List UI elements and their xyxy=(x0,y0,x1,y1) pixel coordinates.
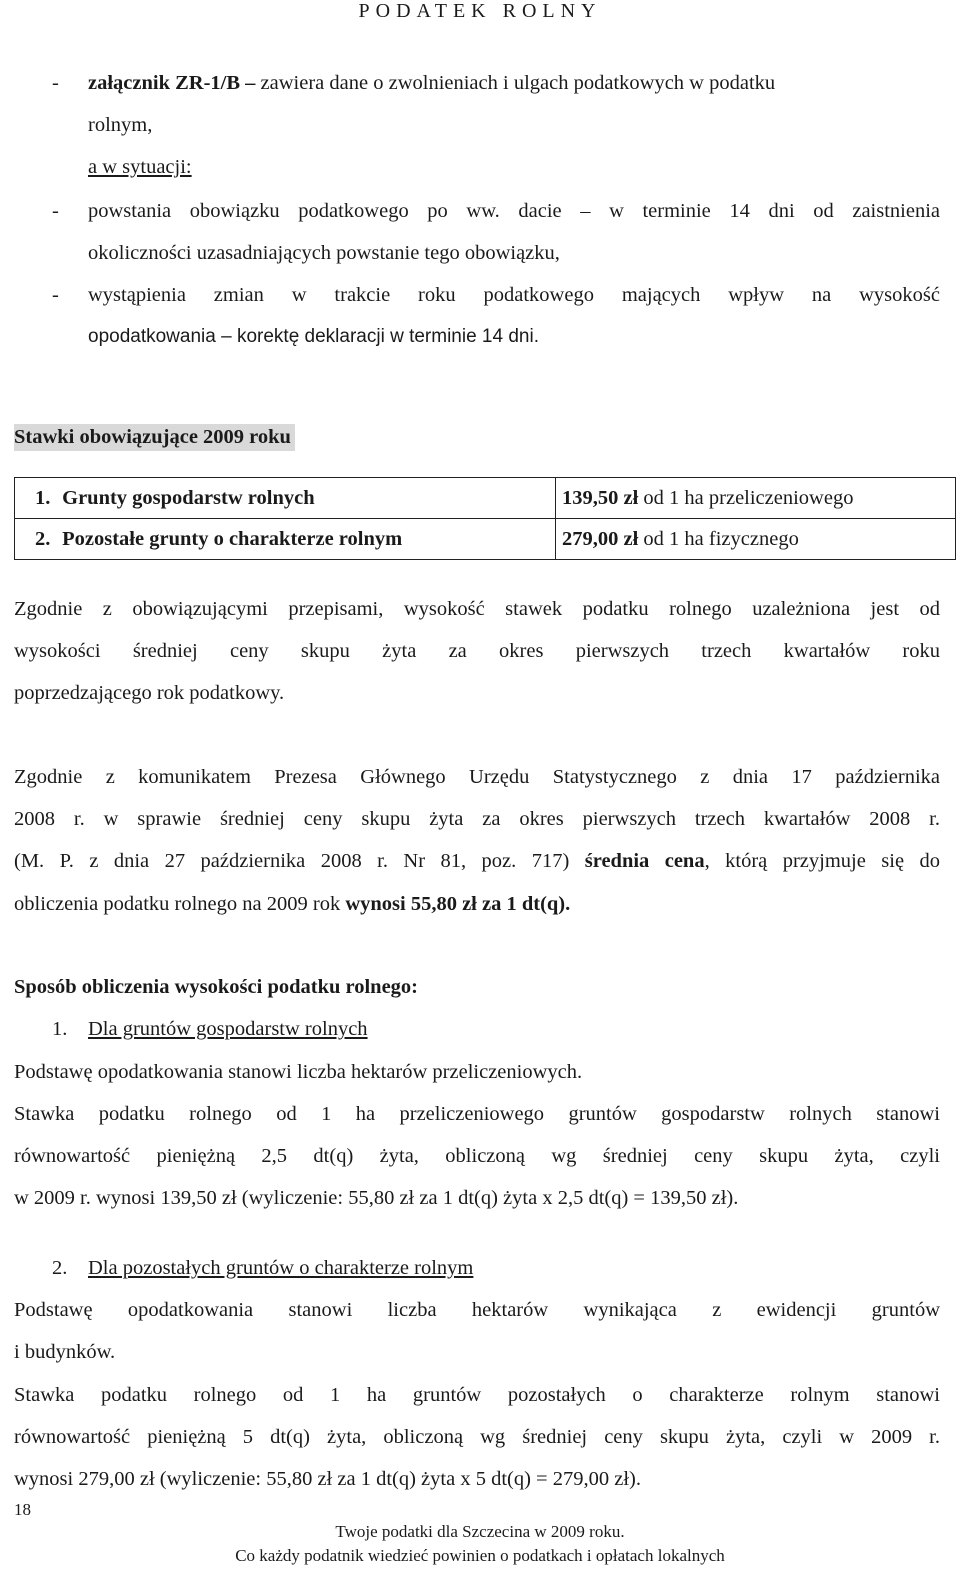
para2-line3 xyxy=(14,850,940,873)
bullet-continuation: rolnym, xyxy=(88,114,153,136)
footer-line1: Twoje podatki dla Szczecina w 2009 roku. xyxy=(335,1522,625,1541)
method1-line1: Podstawę opodatkowania stanowi liczba hektarów przeliczeniowych. xyxy=(14,1061,583,1083)
rate-amount: 139,50 zł xyxy=(562,486,639,509)
para1-line1: Zgodnie z obowiązującymi przepisami, wysokość stawek podatku rolnego uzależniona jest od xyxy=(14,598,940,620)
bullet-zr1b xyxy=(88,72,940,95)
para2-text: obliczenia podatku rolnego na 2009 rok xyxy=(14,893,346,915)
page-number: 18 xyxy=(14,1500,31,1519)
attachment-name: załącznik ZR-1/B – xyxy=(88,72,256,94)
para2-line2: 2008 r. w sprawie średniej ceny skupu żyta za okres pierwszych trzech kwartałów 2008 r. xyxy=(14,808,940,830)
rates-table xyxy=(14,477,956,560)
average-price-label: średnia cena xyxy=(584,850,705,872)
table-row xyxy=(15,519,956,560)
bullet-dash: - xyxy=(52,200,59,222)
page-header: PODATEK ROLNY xyxy=(358,0,602,22)
bullet-text: zawiera dane o zwolnieniach i ulgach podatkowych w podatku xyxy=(255,72,776,94)
rate-amount: 279,00 zł xyxy=(562,527,639,550)
para2-line1: Zgodnie z komunikatem Prezesa Głównego Urzędu Statystycznego z dnia 17 października xyxy=(14,766,940,788)
method1-title: Dla gruntów gospodarstw rolnych xyxy=(88,1018,368,1040)
rate-name-cell xyxy=(15,478,556,519)
bullet-obligation-line2: okoliczności uzasadniających powstanie tego obowiązku, xyxy=(88,242,560,264)
para1-line2: wysokości średniej ceny skupu żyta za okres pierwszych trzech kwartałów roku xyxy=(14,640,940,662)
method1-line3: równowartość pieniężną 2,5 dt(q) żyta, obliczoną wg średniej ceny skupu żyta, czyli xyxy=(14,1145,940,1167)
method2-number: 2. xyxy=(52,1257,68,1279)
bullet-obligation-line1: powstania obowiązku podatkowego po ww. dacie – w terminie 14 dni od zaistnienia xyxy=(88,200,940,222)
method1-line4: w 2009 r. wynosi 139,50 zł (wyliczenie: 55,80 zł za 1 dt(q) żyta x 2,5 dt(q) = 139,50 zł). xyxy=(14,1187,739,1209)
para2-text: , którą przyjmuje się do xyxy=(704,850,940,872)
method2-line2: i budynków. xyxy=(14,1341,116,1363)
rate-name: Grunty gospodarstw rolnych xyxy=(62,486,315,509)
method1-number: 1. xyxy=(52,1018,68,1040)
bullet-dash: - xyxy=(52,284,59,306)
method1-line2: Stawka podatku rolnego od 1 ha przeliczeniowego gruntów gospodarstw rolnych stanowi xyxy=(14,1103,940,1125)
rate-amount-cell xyxy=(556,519,956,560)
method2-line1: Podstawę opodatkowania stanowi liczba hektarów wynikająca z ewidencji gruntów xyxy=(14,1299,940,1321)
method2-line5: wynosi 279,00 zł (wyliczenie: 55,80 zł za 1 dt(q) żyta x 5 dt(q) = 279,00 zł). xyxy=(14,1468,641,1490)
rate-name-cell xyxy=(15,519,556,560)
para2-text: (M. P. z dnia 27 października 2008 r. Nr 81, poz. 717) xyxy=(14,850,585,872)
bullet-changes-line2: opodatkowania – korektę deklaracji w terminie 14 dni. xyxy=(88,326,539,347)
bullet-dash: - xyxy=(52,72,59,94)
rate-amount-cell xyxy=(556,478,956,519)
rates-heading: Stawki obowiązujące 2009 roku xyxy=(14,424,295,451)
bullet-changes-line1: wystąpienia zmian w trakcie roku podatkowego mających wpływ na wysokość xyxy=(88,284,940,306)
rate-unit: od 1 ha fizycznego xyxy=(638,527,799,550)
rate-number: 2. xyxy=(35,527,51,550)
rate-number: 1. xyxy=(35,486,51,509)
average-price-value: wynosi 55,80 zł za 1 dt(q). xyxy=(345,893,571,915)
table-row xyxy=(15,478,956,519)
method2-line3: Stawka podatku rolnego od 1 ha gruntów pozostałych o charakterze rolnym stanowi xyxy=(14,1384,940,1406)
method2-title: Dla pozostałych gruntów o charakterze rolnym xyxy=(88,1257,474,1279)
method-heading: Sposób obliczenia wysokości podatku rolnego: xyxy=(14,976,419,998)
para1-line3: poprzedzającego rok podatkowy. xyxy=(14,682,285,704)
method2-line4: równowartość pieniężną 5 dt(q) żyta, obliczoną wg średniej ceny skupu żyta, czyli w 2009 r. xyxy=(14,1426,940,1448)
footer-line2: Co każdy podatnik wiedzieć powinien o podatkach i opłatach lokalnych xyxy=(235,1546,725,1565)
rate-unit: od 1 ha przeliczeniowego xyxy=(638,486,854,509)
para2-line4 xyxy=(14,893,570,916)
rate-name: Pozostałe grunty o charakterze rolnym xyxy=(62,527,403,550)
situation-subheading: a w sytuacji: xyxy=(88,156,192,178)
